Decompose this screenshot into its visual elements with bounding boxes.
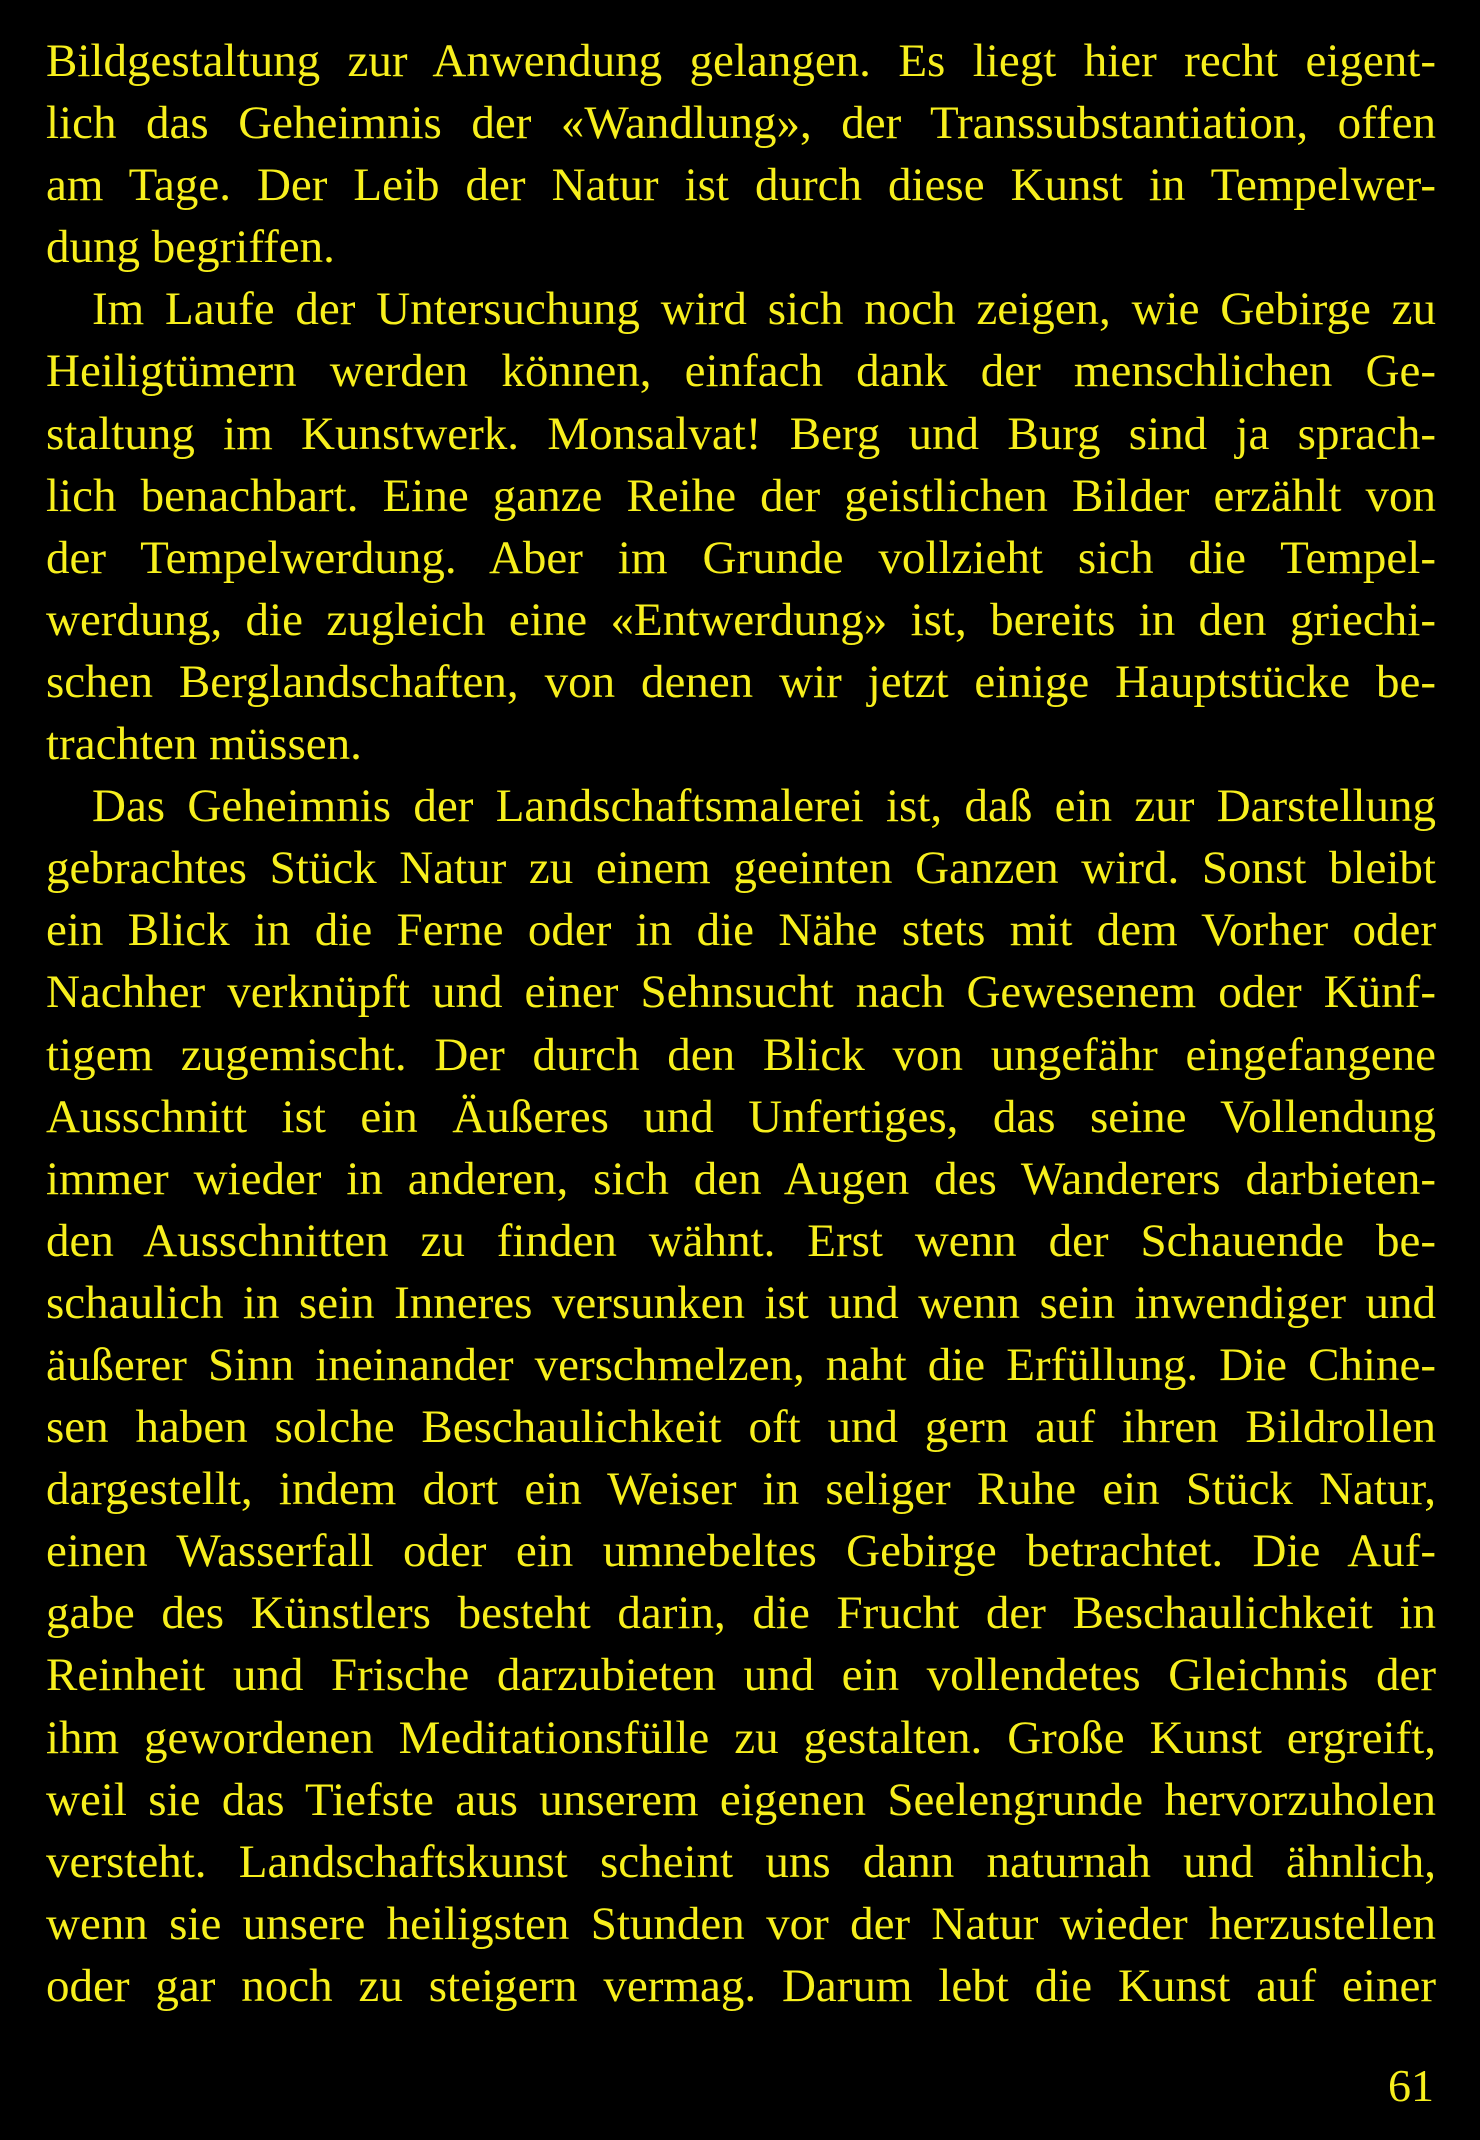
text-line: versteht. Landschaftskunst scheint uns dann naturnah und ähnlich, <box>46 1835 1436 1888</box>
text-line: wenn sie unsere heiligsten Stunden vor der Natur wieder herzustellen <box>46 1897 1436 1950</box>
text-line: äußerer Sinn ineinander verschmelzen, naht die Erfüllung. Die Chine- <box>46 1338 1436 1391</box>
body-text <box>46 30 1436 2017</box>
paragraph-3 <box>46 775 1436 2017</box>
text-line: Nachher verknüpft und einer Sehnsucht nach Gewesenem oder Künf- <box>46 966 1436 1019</box>
text-line: Ausschnitt ist ein Äußeres und Unfertiges, das seine Vollendung <box>46 1090 1436 1143</box>
text-line: Bildgestaltung zur Anwendung gelangen. Es liegt hier recht eigent- <box>46 35 1436 87</box>
text-line: tigem zugemischt. Der durch den Blick von ungefähr eingefangene <box>46 1028 1436 1081</box>
text-line: lich das Geheimnis der «Wandlung», der Transsubstantiation, offen <box>46 97 1436 150</box>
text-line: ein Blick in die Ferne oder in die Nähe stets mit dem Vorher oder <box>46 904 1436 957</box>
text-line: gebrachtes Stück Natur zu einem geeinten Ganzen wird. Sonst bleibt <box>46 842 1436 895</box>
text-line: dung begriffen. <box>46 221 335 274</box>
text-line: immer wieder in anderen, sich den Augen des Wanderers darbieten- <box>46 1152 1436 1205</box>
page-number: 61 <box>1388 2060 1434 2111</box>
text-line: weil sie das Tiefste aus unserem eigenen Seelengrunde hervorzuholen <box>46 1773 1436 1826</box>
text-line: ihm gewordenen Meditationsfülle zu gestalten. Große Kunst ergreift, <box>46 1711 1436 1764</box>
text-line: oder gar noch zu steigern vermag. Darum lebt die Kunst auf einer <box>46 1959 1436 2012</box>
paragraph-1 <box>46 30 1436 278</box>
text-line: der Tempelwerdung. Aber im Grunde vollzieht sich die Tempel- <box>46 531 1436 584</box>
text-line: einen Wasserfall oder ein umnebeltes Gebirge betrachtet. Die Auf- <box>46 1525 1436 1578</box>
paragraph-2 <box>46 278 1436 775</box>
text-line: am Tage. Der Leib der Natur ist durch diese Kunst in Tempelwer- <box>46 159 1436 212</box>
text-line: trachten müssen. <box>46 718 362 771</box>
text-line: gabe des Künstlers besteht darin, die Frucht der Beschaulichkeit in <box>46 1587 1436 1640</box>
text-line: sen haben solche Beschaulichkeit oft und gern auf ihren Bildrollen <box>46 1401 1436 1454</box>
text-line: dargestellt, indem dort ein Weiser in seliger Ruhe ein Stück Natur, <box>46 1463 1436 1516</box>
text-line: den Ausschnitten zu finden wähnt. Erst wenn der Schauende be- <box>46 1214 1436 1267</box>
text-line: Im Laufe der Untersuchung wird sich noch zeigen, wie Gebirge zu <box>92 283 1436 336</box>
text-line: schaulich in sein Inneres versunken ist und wenn sein inwendiger und <box>46 1276 1436 1329</box>
text-line: staltung im Kunstwerk. Monsalvat! Berg und Burg sind ja sprach- <box>46 407 1436 460</box>
text-line: werdung, die zugleich eine «Entwerdung» ist, bereits in den griechi- <box>46 593 1436 646</box>
text-line: Das Geheimnis der Landschaftsmalerei ist, daß ein zur Darstellung <box>92 780 1436 833</box>
text-line: lich benachbart. Eine ganze Reihe der geistlichen Bilder erzählt von <box>46 469 1436 522</box>
text-line: Heiligtümern werden können, einfach dank der menschlichen Ge- <box>46 345 1436 398</box>
text-line: schen Berglandschaften, von denen wir jetzt einige Hauptstücke be- <box>46 655 1436 708</box>
text-line: Reinheit und Frische darzubieten und ein vollendetes Gleichnis der <box>46 1649 1436 1702</box>
